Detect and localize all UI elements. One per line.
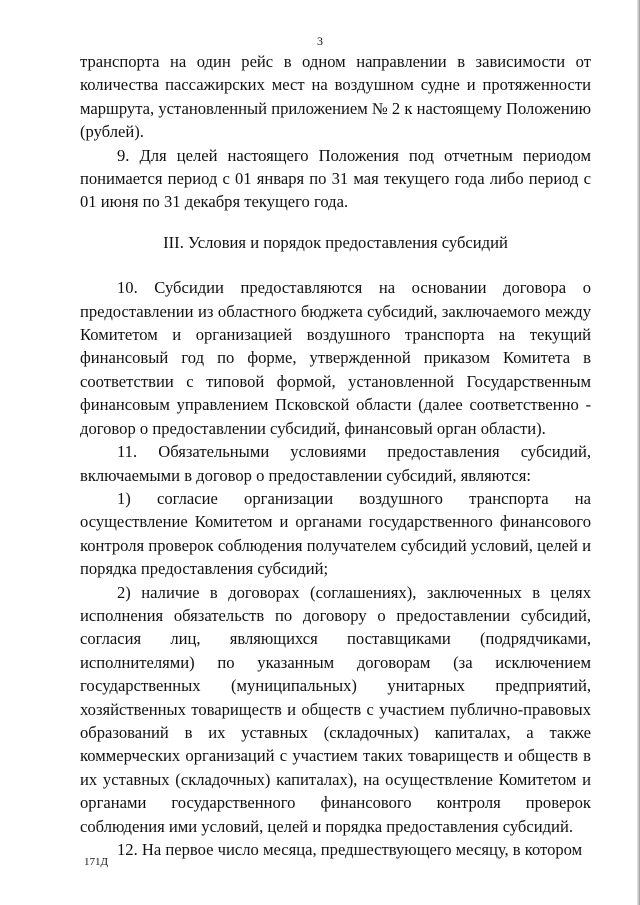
paragraph-continuation: транспорта на один рейс в одном направлении в зависимости от количества пассажирских мест на воздушном судне и протяженности маршрута, установленный приложением № 2 к настоящему Положению (рублей). [80, 52, 591, 142]
footer-document-code: 171Д [84, 856, 109, 868]
paragraph-11: 11. Обязательными условиями предоставления субсидий, включаемыми в договор о предоставлении субсидий, являются: [80, 442, 591, 485]
paragraph-11-item-2: 2) наличие в договорах (соглашениях), заключенных в целях исполнения обязательств по договору о предоставлении субсидий, согласия лиц, являющихся поставщиками (подрядчиками, исполнителями) по указанным договорам (за исключением государственных (муниципальных) унитарных предприятий, хозяйственных товариществ и обществ с участием публично-правовых образований в их уставных (складочных) капиталах, а также коммерческих организаций с участием таких товариществ и обществ в их уставных (складочных) капиталах), на осуществление Комитетом и органами государственного финансового контроля проверок соблюдения ими условий, целей и порядка предоставления субсидий. [80, 582, 591, 836]
paragraph-11-item-1: 1) согласие организации воздушного транспорта на осуществление Комитетом и органами государственного финансового контроля проверок соблюдения получателем субсидий условий, целей и порядка предоставления субсидий; [80, 488, 591, 579]
page-number: 3 [317, 34, 323, 48]
section-heading: III. Условия и порядок предоставления субсидий [163, 232, 508, 252]
paragraph-10: 10. Субсидии предоставляются на основании договора о предоставлении из областного бюджета субсидий, заключаемого между Комитетом и организацией воздушного транспорта на текущий финансовый год по форме, утвержденной приказом Комитета в соответствии с типовой формой, установленной Государственным финансовым управлением Псковской области (далее соответственно - договор о предоставлении субсидий, финансовый орган области). [80, 278, 591, 438]
paragraph-12: 12. На первое число месяца, предшествующего месяцу, в котором [117, 840, 583, 859]
document-body [80, 50, 591, 861]
paragraph-9: 9. Для целей настоящего Положения под отчетным периодом понимается период с 01 января по 31 мая текущего года либо период с 01 июня по 31 декабря текущего года. [80, 145, 591, 212]
